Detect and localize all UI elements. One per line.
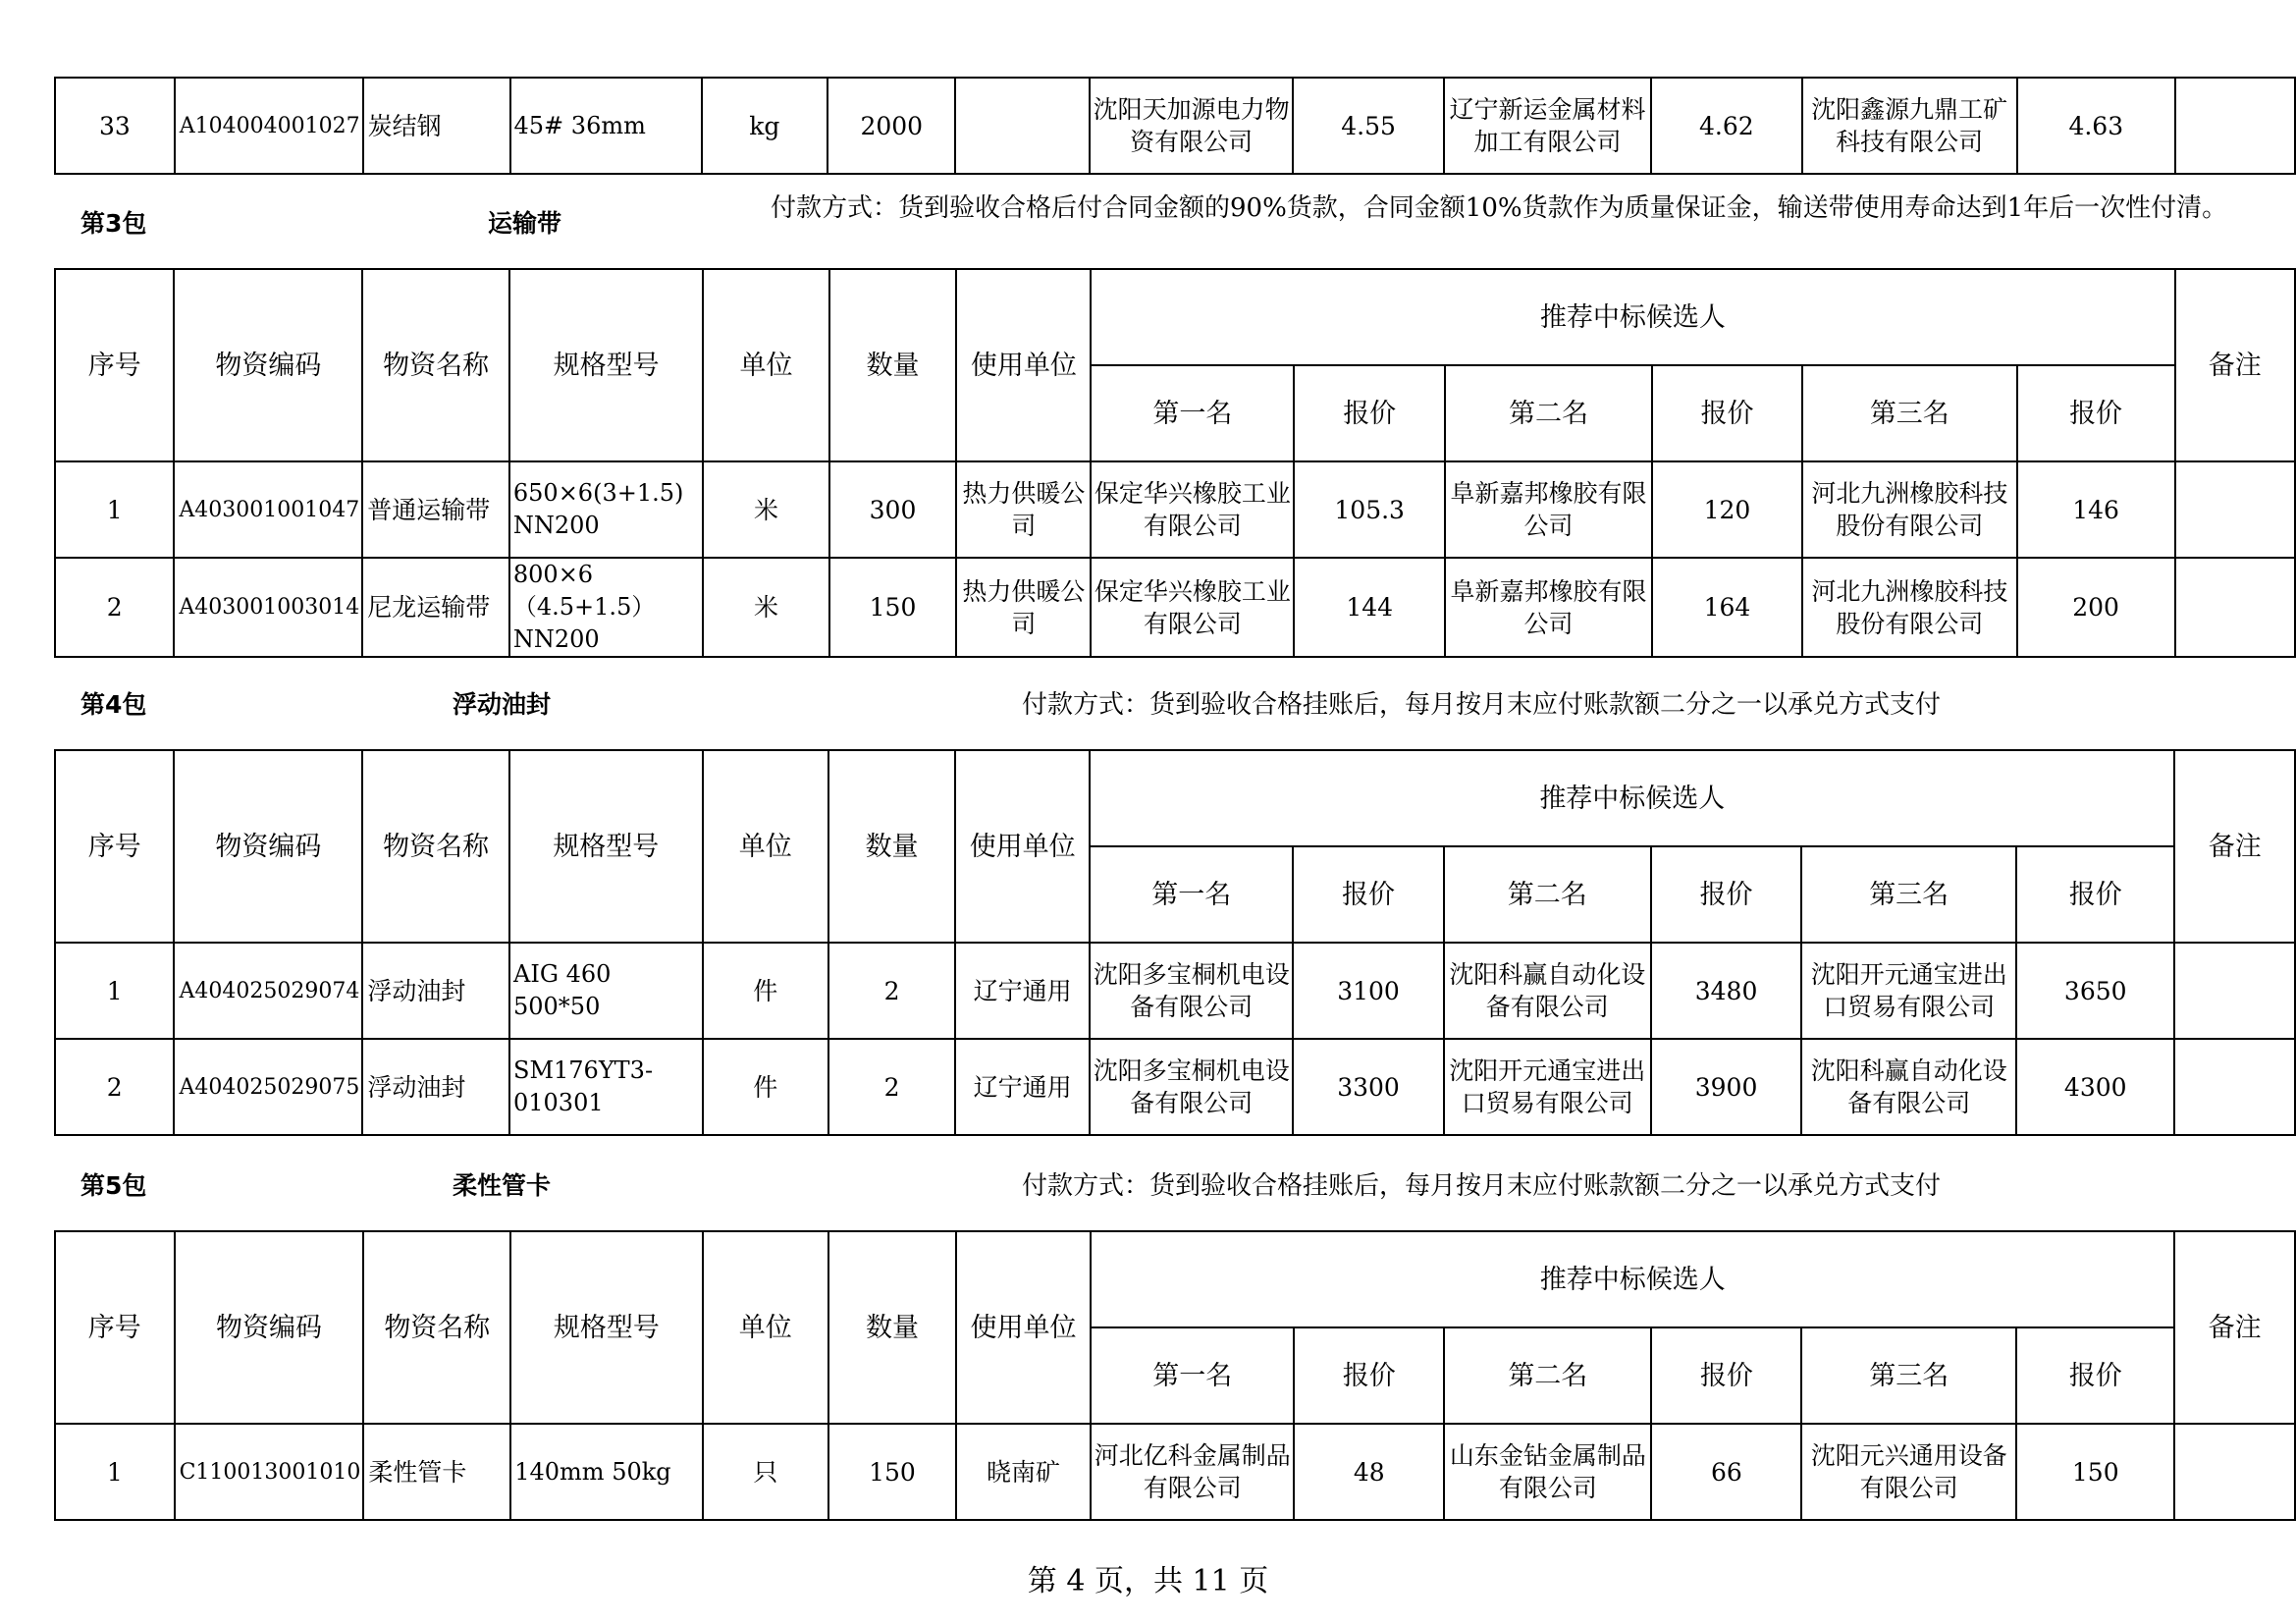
- cell-seq: 2: [55, 1039, 174, 1135]
- cell-name: 普通运输带: [362, 461, 509, 558]
- header-price: 报价: [2016, 1327, 2174, 1424]
- package-4-table: [54, 749, 2296, 1136]
- cell-qty: 150: [829, 558, 957, 657]
- cell-unit: 件: [703, 1039, 828, 1135]
- header-dept: 使用单位: [956, 269, 1091, 461]
- cell-remark: [2175, 78, 2295, 174]
- header-spec: 规格型号: [509, 269, 704, 461]
- header-second: 第二名: [1445, 365, 1652, 461]
- header-unit: 单位: [703, 1231, 828, 1424]
- cell-unit: 米: [703, 558, 828, 657]
- cell-candidate-1: 保定华兴橡胶工业有限公司: [1091, 461, 1294, 558]
- header-unit: 单位: [703, 269, 828, 461]
- header-remark: 备注: [2174, 1231, 2295, 1424]
- cell-seq: 1: [55, 461, 174, 558]
- cell-spec: AIG 460 500*50: [509, 943, 703, 1039]
- cell-price-2: 3480: [1651, 943, 1802, 1039]
- header-price: 报价: [1294, 365, 1445, 461]
- cell-qty: 2000: [828, 78, 955, 174]
- cell-name: 柔性管卡: [363, 1424, 510, 1520]
- package-5-title: 柔性管卡: [453, 1171, 552, 1200]
- cell-dept: [955, 78, 1090, 174]
- package-5-payment: 付款方式：货到验收合格挂账后，每月按月末应付账款额二分之一以承兑方式支付: [1022, 1171, 1942, 1201]
- cell-price-1: 3100: [1293, 943, 1444, 1039]
- header-price: 报价: [1293, 846, 1444, 943]
- cell-candidate-2: 沈阳开元通宝进出口贸易有限公司: [1444, 1039, 1651, 1135]
- cell-candidate-2: 阜新嘉邦橡胶有限公司: [1445, 461, 1652, 558]
- table-header-row: [55, 269, 2295, 365]
- package-3-payment: 付款方式：货到验收合格后付合同金额的90%货款，合同金额10%货款作为质量保证金，输送带使用寿命达到1年后一次性付清。: [771, 193, 2228, 223]
- cell-candidate-1: 沈阳天加源电力物资有限公司: [1090, 78, 1293, 174]
- cell-candidate-3: 河北九洲橡胶科技股份有限公司: [1802, 558, 2017, 657]
- table-row: [55, 1424, 2295, 1520]
- cell-spec: 650×6(3+1.5) NN200: [509, 461, 704, 558]
- header-name: 物资名称: [363, 1231, 510, 1424]
- cell-code: A403001001047: [174, 461, 362, 558]
- cell-candidate-2: 山东金钻金属制品有限公司: [1444, 1424, 1651, 1520]
- cell-price-3: 200: [2017, 558, 2175, 657]
- cell-remark: [2174, 1039, 2295, 1135]
- cell-price-3: 3650: [2016, 943, 2174, 1039]
- table-header-row: [55, 1231, 2295, 1327]
- cell-name: 炭结钢: [363, 78, 510, 174]
- cell-name: 浮动油封: [362, 1039, 509, 1135]
- cell-price-1: 4.55: [1293, 78, 1444, 174]
- cell-code: C110013001010: [175, 1424, 364, 1520]
- header-spec: 规格型号: [510, 1231, 702, 1424]
- header-third: 第三名: [1801, 1327, 2016, 1424]
- cell-price-2: 3900: [1651, 1039, 1802, 1135]
- header-remark: 备注: [2174, 750, 2295, 943]
- table-row: [55, 1039, 2295, 1135]
- header-price: 报价: [1652, 365, 1802, 461]
- header-price: 报价: [1651, 1327, 1801, 1424]
- cell-dept: 辽宁通用: [955, 943, 1090, 1039]
- cell-spec: 140mm 50kg: [510, 1424, 702, 1520]
- package-4-payment: 付款方式：货到验收合格挂账后，每月按月末应付账款额二分之一以承兑方式支付: [1022, 690, 1942, 720]
- cell-code: A104004001027: [175, 78, 363, 174]
- cell-seq: 1: [55, 1424, 175, 1520]
- cell-candidate-1: 沈阳多宝桐机电设备有限公司: [1090, 1039, 1293, 1135]
- cell-spec: 45# 36mm: [510, 78, 702, 174]
- cell-spec: 800×6 （4.5+1.5） NN200: [509, 558, 704, 657]
- cell-remark: [2174, 943, 2295, 1039]
- header-spec: 规格型号: [509, 750, 703, 943]
- header-price: 报价: [2016, 846, 2174, 943]
- cell-qty: 2: [828, 943, 955, 1039]
- cell-remark: [2174, 1424, 2295, 1520]
- package-5-label: 第5包: [80, 1171, 147, 1200]
- header-first: 第一名: [1090, 846, 1293, 943]
- cell-candidate-3: 沈阳鑫源九鼎工矿科技有限公司: [1802, 78, 2017, 174]
- cell-qty: 300: [829, 461, 957, 558]
- cell-unit: kg: [702, 78, 828, 174]
- cell-remark: [2175, 461, 2296, 558]
- cell-seq: 33: [55, 78, 175, 174]
- header-second: 第二名: [1444, 1327, 1651, 1424]
- header-code: 物资编码: [174, 269, 362, 461]
- header-qty: 数量: [828, 750, 955, 943]
- header-recommend: 推荐中标候选人: [1090, 750, 2174, 846]
- package-3-title: 运输带: [488, 209, 562, 238]
- header-name: 物资名称: [362, 750, 509, 943]
- cell-dept: 热力供暖公司: [956, 558, 1091, 657]
- cell-spec: SM176YT3-010301: [509, 1039, 703, 1135]
- header-third: 第三名: [1801, 846, 2016, 943]
- cell-candidate-2: 阜新嘉邦橡胶有限公司: [1445, 558, 1652, 657]
- cell-price-3: 146: [2017, 461, 2175, 558]
- header-third: 第三名: [1802, 365, 2017, 461]
- cell-seq: 2: [55, 558, 174, 657]
- table-row: [55, 78, 2295, 174]
- cell-candidate-3: 沈阳科赢自动化设备有限公司: [1801, 1039, 2016, 1135]
- cell-candidate-1: 沈阳多宝桐机电设备有限公司: [1090, 943, 1293, 1039]
- cell-candidate-3: 沈阳开元通宝进出口贸易有限公司: [1801, 943, 2016, 1039]
- table-header-row: [55, 750, 2295, 846]
- cell-code: A404025029074: [174, 943, 362, 1039]
- cell-candidate-1: 河北亿科金属制品有限公司: [1091, 1424, 1294, 1520]
- header-price: 报价: [2017, 365, 2175, 461]
- top-continuation-table: [54, 77, 2296, 175]
- header-code: 物资编码: [174, 750, 362, 943]
- package-4-label: 第4包: [80, 690, 147, 719]
- page-footer: 第 4 页，共 11 页: [1027, 1564, 1269, 1598]
- cell-code: A404025029075: [174, 1039, 362, 1135]
- cell-price-3: 4.63: [2017, 78, 2175, 174]
- cell-remark: [2175, 558, 2296, 657]
- package-4-title: 浮动油封: [453, 690, 552, 719]
- cell-price-1: 48: [1294, 1424, 1444, 1520]
- cell-price-1: 144: [1294, 558, 1445, 657]
- table-row: [55, 943, 2295, 1039]
- cell-price-3: 4300: [2016, 1039, 2174, 1135]
- header-qty: 数量: [829, 269, 957, 461]
- header-seq: 序号: [55, 750, 174, 943]
- package-3-table: [54, 268, 2296, 658]
- table-row: [55, 461, 2295, 558]
- cell-candidate-2: 沈阳科赢自动化设备有限公司: [1444, 943, 1651, 1039]
- header-price: 报价: [1651, 846, 1802, 943]
- header-dept: 使用单位: [955, 750, 1090, 943]
- header-first: 第一名: [1091, 1327, 1294, 1424]
- header-recommend: 推荐中标候选人: [1091, 1231, 2174, 1327]
- cell-unit: 件: [703, 943, 828, 1039]
- table-row: [55, 558, 2295, 657]
- header-recommend: 推荐中标候选人: [1091, 269, 2174, 365]
- header-seq: 序号: [55, 269, 174, 461]
- cell-unit: 只: [703, 1424, 828, 1520]
- header-name: 物资名称: [362, 269, 509, 461]
- cell-candidate-3: 河北九洲橡胶科技股份有限公司: [1802, 461, 2017, 558]
- header-dept: 使用单位: [956, 1231, 1091, 1424]
- header-unit: 单位: [703, 750, 828, 943]
- cell-dept: 晓南矿: [956, 1424, 1091, 1520]
- cell-code: A403001003014: [174, 558, 362, 657]
- header-price: 报价: [1294, 1327, 1444, 1424]
- cell-seq: 1: [55, 943, 174, 1039]
- cell-price-3: 150: [2016, 1424, 2174, 1520]
- header-seq: 序号: [55, 1231, 175, 1424]
- header-qty: 数量: [828, 1231, 956, 1424]
- header-second: 第二名: [1444, 846, 1651, 943]
- package-5-table: [54, 1230, 2296, 1521]
- cell-qty: 150: [828, 1424, 956, 1520]
- cell-candidate-2: 辽宁新运金属材料加工有限公司: [1444, 78, 1651, 174]
- package-3-label: 第3包: [80, 209, 147, 238]
- cell-candidate-1: 保定华兴橡胶工业有限公司: [1091, 558, 1294, 657]
- cell-price-1: 3300: [1293, 1039, 1444, 1135]
- cell-price-2: 4.62: [1651, 78, 1802, 174]
- cell-name: 浮动油封: [362, 943, 509, 1039]
- header-remark: 备注: [2175, 269, 2296, 461]
- cell-unit: 米: [703, 461, 828, 558]
- cell-dept: 热力供暖公司: [956, 461, 1091, 558]
- cell-price-2: 164: [1652, 558, 1802, 657]
- cell-price-2: 66: [1651, 1424, 1801, 1520]
- header-first: 第一名: [1091, 365, 1294, 461]
- cell-price-2: 120: [1652, 461, 1802, 558]
- cell-name: 尼龙运输带: [362, 558, 509, 657]
- header-code: 物资编码: [175, 1231, 364, 1424]
- cell-price-1: 105.3: [1294, 461, 1445, 558]
- cell-dept: 辽宁通用: [955, 1039, 1090, 1135]
- cell-qty: 2: [828, 1039, 955, 1135]
- cell-candidate-3: 沈阳元兴通用设备有限公司: [1801, 1424, 2016, 1520]
